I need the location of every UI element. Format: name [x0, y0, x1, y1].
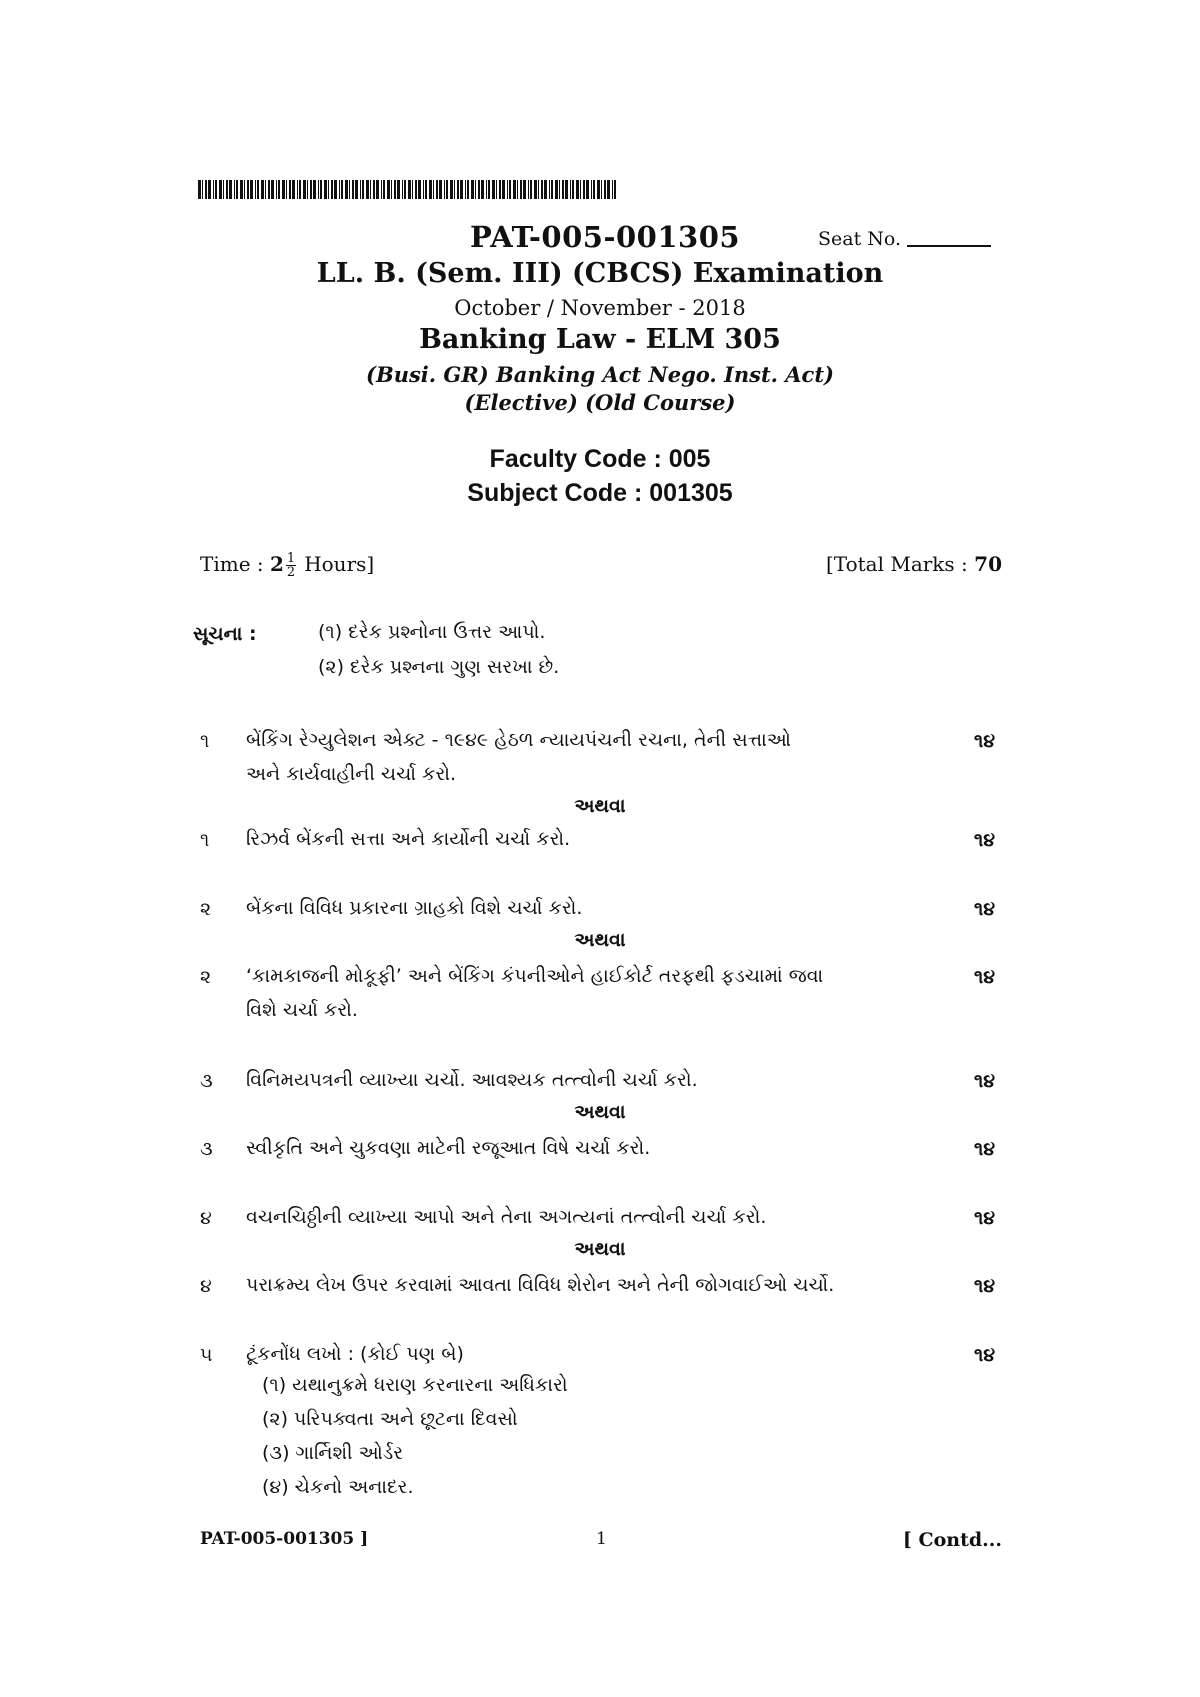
question-marks: ૧૪	[974, 898, 996, 920]
total-marks	[826, 552, 1002, 576]
sub-question: (૨) પરિપક્વતા અને છૂટના દિવસો	[262, 1408, 518, 1430]
question-number: ૧	[200, 829, 210, 851]
question-number: ૫	[200, 1344, 213, 1366]
exam-session: October / November - 2018	[454, 296, 746, 320]
or-divider: અથવા	[574, 1101, 626, 1123]
instruction-1: (૧) દરેક પ્રશ્નોના ઉત્તર આપો.	[318, 621, 546, 643]
question-number: ૧	[200, 730, 210, 752]
question-marks: ૧૪	[974, 1344, 996, 1366]
question-number: ૩	[200, 1070, 213, 1092]
instructions-label: સૂચના :	[193, 623, 257, 645]
question-text: રિઝર્વ બેંકની સત્તા અને કાર્યોની ચર્ચા કરો.	[246, 828, 571, 850]
time-label: Time :	[200, 552, 264, 576]
question-marks: ૧૪	[974, 1207, 996, 1229]
paper-code: PAT-005-001305	[470, 220, 741, 254]
subject-subtitle-1: (Busi. GR) Banking Act Nego. Inst. Act)	[366, 362, 834, 387]
seat-label: Seat No.	[818, 228, 902, 250]
question-text: બેંકના વિવિધ પ્રકારના ગ્રાહકો વિશે ચર્ચા કરો.	[246, 897, 583, 919]
subject-code: Subject Code : 001305	[467, 479, 733, 507]
time-allowed	[200, 552, 374, 579]
page-number: 1	[596, 1529, 607, 1549]
question-text: વિનિમયપત્રની વ્યાખ્યા ચર્ચો. આવશ્યક તત્ત્વોની ચર્ચા કરો.	[246, 1069, 698, 1091]
continued-label: [ Contd...	[902, 1529, 1002, 1551]
question-number: ૩	[200, 1138, 213, 1160]
total-marks-value: 70	[974, 552, 1002, 576]
question-line-2: વિશે ચર્ચા કરો.	[246, 999, 358, 1021]
sub-question: (૪) ચેકનો અનાદર.	[262, 1476, 414, 1498]
question-marks: ૧૪	[974, 1070, 996, 1092]
question-number: ૨	[200, 898, 212, 920]
question-text: પરાક્રમ્ય લેખ ઉપર કરવામાં આવતા વિવિધ શેરોન અને તેની જોગવાઈઓ ચર્ચો.	[246, 1274, 835, 1296]
question-marks: ૧૪	[974, 1138, 996, 1160]
seat-number-field	[818, 228, 991, 250]
time-unit: Hours]	[304, 552, 375, 576]
question-marks: ૧૪	[974, 966, 996, 988]
or-divider: અથવા	[574, 929, 626, 951]
question-line-2: અને કાર્યવાહીની ચર્ચા કરો.	[246, 763, 457, 785]
question-marks: ૧૪	[974, 730, 996, 752]
question-text: સ્વીકૃતિ અને ચુકવણા માટેની રજૂઆત વિષે ચર્ચા કરો.	[246, 1137, 651, 1159]
question-text	[246, 959, 936, 1027]
or-divider: અથવા	[574, 1238, 626, 1260]
question-marks: ૧૪	[974, 829, 996, 851]
question-number: ૨	[200, 966, 212, 988]
question-number: ૪	[200, 1207, 212, 1229]
question-number: ૪	[200, 1275, 212, 1297]
faculty-code: Faculty Code : 005	[489, 445, 711, 473]
question-text	[246, 723, 936, 791]
time-fraction-den: 2	[286, 565, 296, 580]
question-text: ટૂંકનોંધ લખો : (કોઈ પણ બે)	[246, 1343, 464, 1365]
seat-number-line	[907, 245, 991, 247]
exam-title: LL. B. (Sem. III) (CBCS) Examination	[316, 258, 884, 289]
time-fraction-num: 1	[286, 551, 296, 566]
time-fraction	[286, 552, 296, 579]
time-whole: 2	[270, 552, 284, 576]
total-marks-label: [Total Marks :	[826, 552, 968, 576]
subject-subtitle-2: (Elective) (Old Course)	[464, 390, 736, 415]
subject-title: Banking Law - ELM 305	[419, 324, 781, 355]
question-line-1: બેંકિંગ રેગ્યુલેશન એક્ટ - ૧૯૪૯ હેઠળ ન્યાયપંચની રચના, તેની સત્તાઓ	[246, 729, 791, 751]
instruction-2: (૨) દરેક પ્રશ્નના ગુણ સરખા છે.	[318, 656, 560, 678]
question-text: વચનચિઠ્ઠીની વ્યાખ્યા આપો અને તેના અગત્યનાં તત્ત્વોની ચર્ચા કરો.	[246, 1206, 767, 1228]
question-marks: ૧૪	[974, 1275, 996, 1297]
footer-paper-code: PAT-005-001305 ]	[200, 1529, 369, 1549]
or-divider: અથવા	[574, 795, 626, 817]
sub-question: (૧) યથાનુક્રમે ધરાણ કરનારના અધિકારો	[262, 1374, 568, 1396]
question-line-1: ‘કામકાજની મોકૂફી’ અને બેંકિંગ કંપનીઓને હાઈકોર્ટ તરફથી ફડચામાં જવા	[246, 965, 824, 987]
barcode-image	[198, 180, 618, 204]
sub-question: (૩) ગાર્નિશી ઓર્ડર	[262, 1442, 404, 1464]
